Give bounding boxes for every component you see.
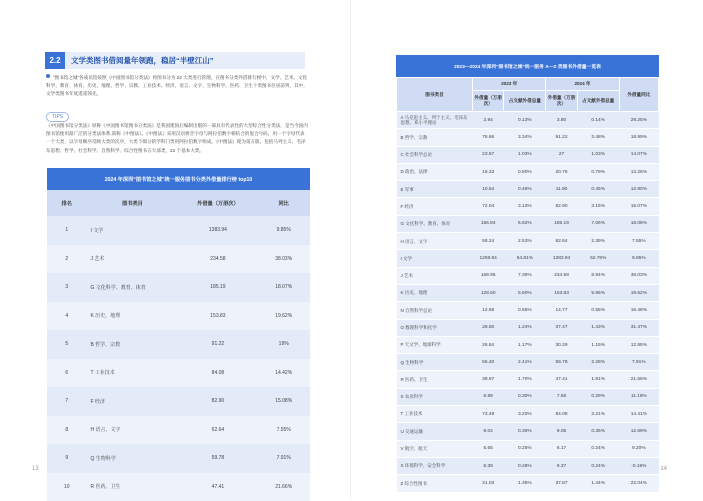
cell-share-2023: 0.30%	[504, 388, 546, 405]
table-header-row-top	[397, 78, 659, 91]
table-row	[397, 181, 659, 198]
table-row	[397, 354, 659, 371]
cell-loans-2023: 58.24	[472, 233, 503, 250]
cell-category: T 工业技术	[86, 359, 178, 388]
cell-category: C 社会科学总论	[397, 146, 473, 163]
cell-share-2024: 1.03%	[577, 146, 619, 163]
cell-loans-2023: 12.68	[472, 302, 503, 319]
cell-share-2024: 7.06%	[577, 215, 619, 232]
cell-category: B 哲学、宗教	[86, 330, 178, 359]
cell-category: O 数理科学和化学	[397, 319, 473, 336]
cell-category: Q 生物科学	[86, 444, 178, 473]
page-number-left: 13	[32, 466, 39, 472]
cell-loans-2023: 10.54	[472, 181, 503, 198]
cell-yoy: 12.90%	[619, 181, 658, 198]
cell-loans-2024: 1383.94	[546, 250, 577, 267]
cell-category: Z 综合性图书	[397, 475, 473, 492]
cell-share-2024: 0.56%	[577, 302, 619, 319]
cell-loans-2024: 9.06	[546, 423, 577, 440]
col-header-category: 图书类目	[397, 78, 473, 112]
cell-share-2023: 6.82%	[504, 215, 546, 232]
cell-share-2023: 0.25%	[504, 440, 546, 457]
cell-category: P 天文学、地球科学	[397, 336, 473, 353]
cell-yoy: 11.18%	[619, 388, 658, 405]
cell-loans-2024: 20.76	[546, 163, 577, 180]
top10-table-title: 2024 年深圳“图书馆之城”统一服务图书分类外借量排行榜 top10	[47, 168, 310, 190]
cell-category: Q 生物科学	[397, 354, 473, 371]
cell-yoy: 21.66%	[619, 371, 658, 388]
cell-yoy: 18.99%	[619, 129, 658, 146]
cell-loans-2023: 23.67	[472, 146, 503, 163]
cell-yoy: 7.55%	[257, 416, 310, 445]
cell-share-2023: 1.03%	[504, 146, 546, 163]
cell-share-2023: 3.20%	[504, 406, 546, 423]
cell-share-2023: 1.17%	[504, 336, 546, 353]
cell-loans-2024: 153.83	[546, 284, 577, 301]
cell-loans-2023: 38.97	[472, 371, 503, 388]
cell-loans-2023: 6.89	[472, 388, 503, 405]
cell-share-2024: 0.79%	[577, 163, 619, 180]
cell-yoy: 7.91%	[257, 444, 310, 473]
cell-share-2023: 1.24%	[504, 319, 546, 336]
col-header-share-2024: 占文献外借总量	[577, 91, 619, 112]
az-table-grid	[396, 77, 659, 492]
cell-loans-2024: 37.87	[546, 475, 577, 492]
table-row	[47, 302, 310, 331]
cell-loans: 185.19	[178, 273, 257, 302]
cell-loans-2024: 14.77	[546, 302, 577, 319]
table-row	[47, 359, 310, 388]
cell-yoy: 13.26%	[619, 163, 658, 180]
section-header	[45, 52, 305, 69]
cell-yoy: 38.03%	[619, 267, 658, 284]
table-row	[397, 198, 659, 215]
cell-yoy: 18.08%	[619, 215, 658, 232]
cell-yoy: 19.62%	[257, 302, 310, 331]
cell-rank: 1	[47, 216, 86, 245]
cell-share-2023: 54.81%	[504, 250, 546, 267]
cell-share-2024: 0.29%	[577, 388, 619, 405]
cell-rank: 10	[47, 473, 86, 501]
cell-share-2024: 2.28%	[577, 354, 619, 371]
cell-share-2023: 1.70%	[504, 371, 546, 388]
cell-loans-2023: 26.84	[472, 336, 503, 353]
table-row	[47, 416, 310, 445]
cell-yoy: 18.07%	[257, 273, 310, 302]
cell-category: V 航空、航天	[397, 440, 473, 457]
cell-yoy: 21.66%	[257, 473, 310, 501]
intro-text: “图书馆之城”各成员馆按照《中国图书馆分类法》将图书分为 22 大类进行管理。在图书分类外借排行榜中，文学、艺术、文化科学、教育、体育、历史、地理、哲学、宗教、工业技术、经济、语言、文字、生物科学、医药、卫生十类图书位居前列，其中，文学类图书年度遥遥领先。	[46, 75, 308, 96]
cell-share-2024: 0.35%	[577, 423, 619, 440]
cell-yoy: 38.03%	[257, 245, 310, 274]
cell-share-2023: 3.13%	[504, 198, 546, 215]
cell-yoy: 14.41%	[619, 406, 658, 423]
col-header-loans: 外借量（万册次）	[178, 190, 257, 216]
cell-category: A 马克思主义、列宁主义、毛泽东思想、邓小平理论	[397, 112, 473, 129]
bullet-icon	[46, 74, 50, 78]
cell-loans-2023: 1259.84	[472, 250, 503, 267]
cell-loans-2023: 76.66	[472, 129, 503, 146]
cell-yoy: 22.04%	[619, 475, 658, 492]
cell-category: H 语言、文字	[397, 233, 473, 250]
cell-category: K 历史、地理	[86, 302, 178, 331]
table-row	[397, 250, 659, 267]
table-row	[47, 473, 310, 501]
section-title-bar	[65, 52, 305, 69]
cell-yoy: 12.85%	[619, 336, 658, 353]
page-gutter	[350, 0, 351, 500]
cell-share-2023: 1.35%	[504, 475, 546, 492]
cell-category: G 文化科学、教育、体育	[86, 273, 178, 302]
cell-loans-2024: 3.80	[546, 112, 577, 129]
cell-loans-2024: 59.78	[546, 354, 577, 371]
cell-yoy: 12.69%	[619, 423, 658, 440]
cell-share-2024: 0.14%	[577, 112, 619, 129]
cell-share-2023: 0.46%	[504, 181, 546, 198]
cell-loans: 84.08	[178, 359, 257, 388]
cell-category: H 语言、文字	[86, 416, 178, 445]
cell-loans: 234.58	[178, 245, 257, 274]
az-table-title: 2023—2024 年深圳“图书馆之城”统一服务 A—Z 类图书外借量一览表	[396, 55, 659, 77]
table-row	[397, 440, 659, 457]
table-row	[397, 302, 659, 319]
cell-category: T 工业技术	[397, 406, 473, 423]
col-header-rank: 排名	[47, 190, 86, 216]
cell-category: G 文化科学、教育、体育	[397, 215, 473, 232]
cell-loans-2023: 28.50	[472, 319, 503, 336]
cell-share-2023: 2.41%	[504, 354, 546, 371]
cell-share-2023: 0.80%	[504, 163, 546, 180]
cell-loans: 82.90	[178, 387, 257, 416]
cell-share-2024: 0.45%	[577, 181, 619, 198]
cell-share-2024: 1.43%	[577, 319, 619, 336]
cell-share-2023: 5.60%	[504, 284, 546, 301]
cell-loans-2024: 37.47	[546, 319, 577, 336]
cell-category: I 文学	[397, 250, 473, 267]
cell-share-2023: 0.35%	[504, 423, 546, 440]
cell-category: U 交通运输	[397, 423, 473, 440]
col-header-yoy: 外借量同比	[619, 78, 658, 112]
cell-loans-2023: 55.40	[472, 354, 503, 371]
cell-category: X 环境科学、安全科学	[397, 457, 473, 474]
cell-category: S 农业科学	[397, 388, 473, 405]
table-row	[47, 216, 310, 245]
col-header-loans-2023: 外借量（万册次）	[472, 91, 503, 112]
section-number: 2.2	[45, 52, 65, 69]
cell-share-2024: 1.44%	[577, 475, 619, 492]
cell-loans-2023: 6.39	[472, 457, 503, 474]
cell-yoy: 9.85%	[257, 216, 310, 245]
cell-category: D 政治、法律	[397, 163, 473, 180]
cell-loans: 47.41	[178, 473, 257, 501]
table-row	[397, 233, 659, 250]
cell-rank: 7	[47, 387, 86, 416]
cell-yoy: 19.62%	[619, 284, 658, 301]
table-row	[397, 423, 659, 440]
cell-rank: 8	[47, 416, 86, 445]
table-row	[47, 245, 310, 274]
col-header-share-2023: 占文献外借总量	[504, 91, 546, 112]
cell-rank: 3	[47, 273, 86, 302]
cell-loans: 91.22	[178, 330, 257, 359]
col-header-category: 图书类目	[86, 190, 178, 216]
cell-share-2023: 2.53%	[504, 233, 546, 250]
cell-share-2024: 1.81%	[577, 371, 619, 388]
col-header-loans-2024: 外借量（万册次）	[546, 91, 577, 112]
cell-loans-2023: 169.95	[472, 267, 503, 284]
cell-share-2024: 1.15%	[577, 336, 619, 353]
cell-loans-2023: 73.49	[472, 406, 503, 423]
cell-category: R 医药、卫生	[86, 473, 178, 501]
cell-loans: 153.83	[178, 302, 257, 331]
cell-yoy: 19%	[257, 330, 310, 359]
cell-share-2023: 0.13%	[504, 112, 546, 129]
table-row	[397, 406, 659, 423]
cell-loans-2024: 6.17	[546, 440, 577, 457]
az-table	[396, 55, 659, 492]
cell-loans-2024: 91.22	[546, 129, 577, 146]
cell-yoy: 14.07%	[619, 146, 658, 163]
cell-rank: 4	[47, 302, 86, 331]
col-header-year-2023: 2023 年	[472, 78, 545, 91]
cell-share-2024: 52.76%	[577, 250, 619, 267]
table-row	[397, 319, 659, 336]
cell-rank: 5	[47, 330, 86, 359]
intro-paragraph	[46, 74, 308, 99]
cell-loans-2024: 47.41	[546, 371, 577, 388]
cell-category: J 艺术	[86, 245, 178, 274]
cell-category: R 医药、卫生	[397, 371, 473, 388]
cell-rank: 9	[47, 444, 86, 473]
table-row	[397, 475, 659, 492]
table-row	[397, 112, 659, 129]
col-header-yoy: 同比	[257, 190, 310, 216]
cell-share-2024: 3.16%	[577, 198, 619, 215]
cell-loans-2024: 7.66	[546, 388, 577, 405]
cell-loans-2024: 62.64	[546, 233, 577, 250]
cell-loans: 62.64	[178, 416, 257, 445]
cell-yoy: 15.07%	[619, 198, 658, 215]
cell-rank: 2	[47, 245, 86, 274]
cell-yoy: 15.08%	[257, 387, 310, 416]
table-row	[397, 129, 659, 146]
tips-badge: TIPS	[46, 112, 69, 122]
cell-loans-2024: 82.90	[546, 198, 577, 215]
cell-yoy: 9.85%	[619, 250, 658, 267]
cell-share-2024: 8.94%	[577, 267, 619, 284]
top10-table	[47, 168, 310, 501]
cell-share-2024: 0.24%	[577, 440, 619, 457]
cell-share-2024: 5.86%	[577, 284, 619, 301]
page-number-right: 14	[660, 466, 667, 472]
section-title: 文学类图书借阅量年领跑，稳居“半壁江山”	[71, 55, 214, 66]
cell-loans-2023: 18.33	[472, 163, 503, 180]
cell-category: F 经济	[86, 387, 178, 416]
cell-category: J 艺术	[397, 267, 473, 284]
table-row	[47, 330, 310, 359]
cell-share-2023: 0.55%	[504, 302, 546, 319]
table-row	[47, 444, 310, 473]
cell-yoy: -0.15%	[619, 457, 658, 474]
cell-share-2024: 2.39%	[577, 233, 619, 250]
cell-share-2024: 3.21%	[577, 406, 619, 423]
cell-loans-2023: 2.94	[472, 112, 503, 129]
cell-share-2023: 3.34%	[504, 129, 546, 146]
table-row	[47, 387, 310, 416]
cell-loans: 1383.94	[178, 216, 257, 245]
cell-loans-2023: 5.65	[472, 440, 503, 457]
cell-yoy: 31.47%	[619, 319, 658, 336]
cell-yoy: 16.48%	[619, 302, 658, 319]
cell-loans-2023: 8.04	[472, 423, 503, 440]
cell-loans-2023: 31.03	[472, 475, 503, 492]
table-header-row	[47, 190, 310, 216]
table-row	[397, 215, 659, 232]
tips-paragraph: 《中国图书馆分类法》原称《中国图书馆图书分类法》是我国建国后编制出版的一部具有代表性的大型综合性分类法，是当今国内图书馆使用最广泛的分类法体系,简称《中图法》。《中图法》采用汉语拼音字母与阿拉伯数字相结合的混合号码，用一个字母代表一个大类，以字母顺序反映大类的次序，大类下细分的学科门类用阿拉伯数字组成。《中图法》现为第五版，包括马列主义、毛泽东思想、哲学、社会科学、自然科学、综合性图书五大部类，22 个基本大类。	[46, 122, 308, 155]
cell-category: B 哲学、宗教	[397, 129, 473, 146]
cell-loans-2024: 6.37	[546, 457, 577, 474]
cell-category: F 经济	[397, 198, 473, 215]
table-row	[47, 273, 310, 302]
table-row	[397, 146, 659, 163]
cell-loans: 59.78	[178, 444, 257, 473]
table-row	[397, 371, 659, 388]
cell-loans-2023: 128.60	[472, 284, 503, 301]
cell-loans-2023: 156.84	[472, 215, 503, 232]
cell-yoy: 29.25%	[619, 112, 658, 129]
cell-loans-2024: 234.58	[546, 267, 577, 284]
cell-category: N 自然科学总论	[397, 302, 473, 319]
cell-loans-2024: 27	[546, 146, 577, 163]
cell-yoy: 14.42%	[257, 359, 310, 388]
cell-loans-2024: 185.19	[546, 215, 577, 232]
cell-yoy: 7.91%	[619, 354, 658, 371]
table-row	[397, 267, 659, 284]
top10-table-grid	[47, 190, 310, 501]
cell-loans-2024: 11.90	[546, 181, 577, 198]
cell-yoy: 7.55%	[619, 233, 658, 250]
cell-yoy: 9.20%	[619, 440, 658, 457]
table-row	[397, 163, 659, 180]
table-row	[397, 336, 659, 353]
table-row	[397, 284, 659, 301]
cell-category: K 历史、地理	[397, 284, 473, 301]
cell-loans-2023: 72.04	[472, 198, 503, 215]
cell-rank: 6	[47, 359, 86, 388]
cell-category: I 文学	[86, 216, 178, 245]
cell-loans-2024: 84.08	[546, 406, 577, 423]
table-row	[397, 457, 659, 474]
col-header-year-2024: 2024 年	[546, 78, 619, 91]
cell-share-2023: 0.28%	[504, 457, 546, 474]
cell-share-2024: 0.24%	[577, 457, 619, 474]
cell-share-2023: 7.39%	[504, 267, 546, 284]
table-row	[397, 388, 659, 405]
cell-share-2024: 3.48%	[577, 129, 619, 146]
cell-category: E 军事	[397, 181, 473, 198]
cell-loans-2024: 30.29	[546, 336, 577, 353]
